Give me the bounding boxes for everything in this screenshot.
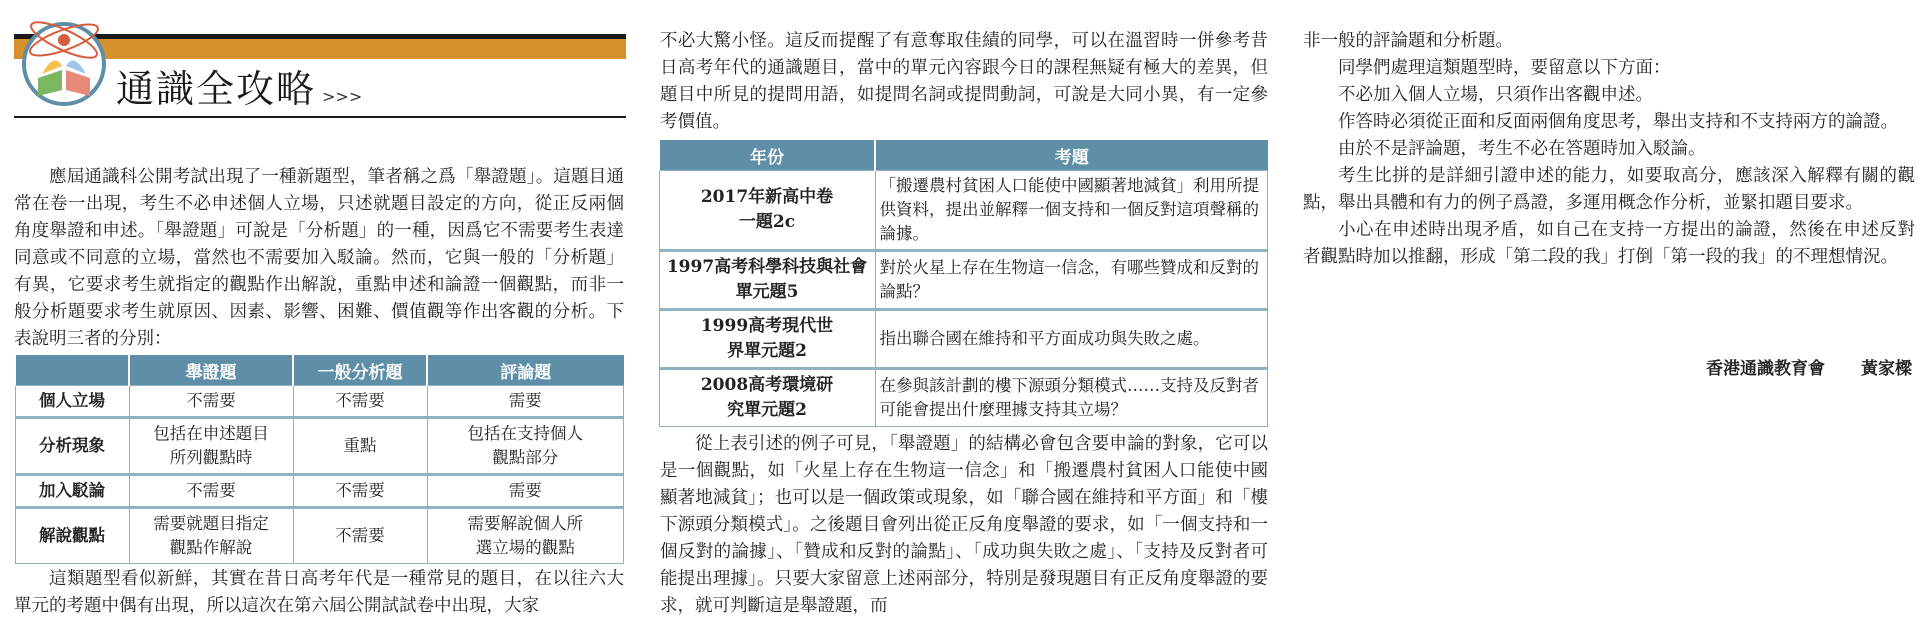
table-header-cell: 舉證題 [129, 355, 293, 386]
paragraph: 這類題型看似新鮮，其實在昔日高考年代是一種常見的題目，在以往六大單元的考題中偶有出現，所以這次在第六屆公開試試卷中出現，大家 [14, 569, 624, 616]
title-arrows: >>> [322, 87, 363, 106]
year-cell: 1999高考現代世界單元題2 [659, 310, 875, 369]
paragraph: 非一般的評論題和分析題。 [1303, 31, 1513, 51]
table-header-row [659, 140, 1268, 171]
byline [1706, 354, 1912, 379]
question-cell: 指出聯合國在維持和平方面成功與失敗之處。 [875, 310, 1268, 369]
paragraph: 小心在申述時出現矛盾，如自己在支持一方提出的論證，然後在申述反對者觀點時加以推翻，形成「第二段的我」打倒「第一段的我」的不理想情況。 [1303, 220, 1915, 267]
table-header-cell: 一般分析題 [293, 355, 427, 386]
year-cell: 2008高考環境研究單元題2 [659, 369, 875, 427]
table-header-cell: 評論題 [427, 355, 624, 386]
column-title-text: 通識全攻略 [116, 67, 317, 111]
table-cell: 需要 [427, 475, 624, 508]
table-cell: 不需要 [293, 475, 427, 508]
table-row [15, 386, 624, 418]
year-cell: 2017年新高中卷一題2c [659, 171, 875, 251]
table-header-cell: 考題 [875, 140, 1268, 171]
column-title [116, 58, 362, 113]
table-header-cell [15, 355, 129, 386]
table-cell: 不需要 [293, 386, 427, 418]
table-cell: 需要 [427, 386, 624, 418]
paragraph: 由於不是評論題，考生不必在答題時加入駁論。 [1338, 139, 1706, 159]
column-1 [14, 164, 624, 353]
byline-organization: 香港通識教育會 [1706, 359, 1825, 379]
table-header-row [15, 355, 624, 386]
byline-author: 黃家樑 [1861, 359, 1912, 379]
table-row [15, 508, 624, 564]
science-book-logo-icon [16, 8, 116, 108]
row-header: 加入駁論 [15, 475, 129, 508]
table-cell: 不需要 [129, 475, 293, 508]
exam-questions-table [658, 140, 1268, 427]
column-2-continued [660, 431, 1268, 620]
question-cell: 「搬遷農村貧困人口能使中國顯著地減貧」利用所提供資料，提出並解釋一個支持和一個反對這項聲稱的論據。 [875, 171, 1268, 251]
row-header: 個人立場 [15, 386, 129, 418]
row-header: 解說觀點 [15, 508, 129, 564]
question-cell: 在參與該計劃的樓下源頭分類模式……支持及反對者可能會提出什麼理據支持其立場？ [875, 369, 1268, 427]
table-row [659, 369, 1268, 427]
table-header-cell: 年份 [659, 140, 875, 171]
table-cell: 包括在申述題目所列觀點時 [129, 418, 293, 475]
table-row [15, 418, 624, 475]
paragraph: 同學們處理這類題型時，要留意以下方面： [1338, 58, 1671, 78]
paragraph: 從上表引述的例子可見，「舉證題」的結構必會包含要申論的對象，它可以是一個觀點，如「火星上存在生物這一信念」和「搬遷農村貧困人口能使中國顯著地減貧」；也可以是一個政策或現象，如「聯合國在維持和平方面」和「樓下源頭分類模式」。之後題目會列出從正反角度舉證的要求，如「一個支持和一個反對的論據」、「贊成和反對的論點」、「成功與失敗之處」、「支持及反對者可能提出理據」。只要大家留意上述兩部分，特別是發現題目有正反角度舉證的要求，就可判斷這是舉證題，而 [660, 434, 1268, 616]
table-cell: 不需要 [129, 386, 293, 418]
intro-paragraph: 應屆通識科公開考試出現了一種新題型，筆者稱之爲「舉證題」。這題目通常在卷一出現，考生不必申述個人立場，只述就題目設定的方向，從正反兩個角度舉證和申述。「舉證題」可說是「分析題」的一種，因爲它不需要考生表達同意或不同意的立場，當然也不需要加入駁論。然而，它與一般的「分析題」有異，它要求考生就指定的觀點作出解說，重點申述和論證一個觀點，而非一般分析題要求考生就原因、因素、影響、困難、價值觀等作出客觀的分析。下表說明三者的分別： [14, 167, 624, 349]
table-cell: 需要就題目指定觀點作解說 [129, 508, 293, 564]
comparison-table [14, 355, 624, 564]
column-2 [660, 28, 1268, 136]
column-3 [1303, 28, 1915, 271]
header-rule [14, 116, 626, 118]
table-cell: 重點 [293, 418, 427, 475]
row-header: 分析現象 [15, 418, 129, 475]
table-cell: 包括在支持個人觀點部分 [427, 418, 624, 475]
question-cell: 對於火星上存在生物這一信念，有哪些贊成和反對的論點？ [875, 251, 1268, 310]
table-row [659, 310, 1268, 369]
table-cell: 不需要 [293, 508, 427, 564]
paragraph: 考生比拼的是詳細引證申述的能力，如要取高分，應該深入解釋有關的觀點，舉出具體和有力的例子爲證，多運用概念作分析，並緊扣題目要求。 [1303, 166, 1915, 213]
table-row [659, 251, 1268, 310]
table-row [15, 475, 624, 508]
year-cell: 1997高考科學科技與社會單元題5 [659, 251, 875, 310]
paragraph: 不必加入個人立場，只須作出客觀申述。 [1338, 85, 1653, 105]
column-1-continued [14, 566, 624, 620]
table-row [659, 171, 1268, 251]
table-cell: 需要解說個人所選立場的觀點 [427, 508, 624, 564]
paragraph: 不必大驚小怪。這反而提醒了有意奪取佳績的同學，可以在溫習時一併參考昔日高考年代的通識題目，當中的單元內容跟今日的課程無疑有極大的差異，但題目中所見的提問用語，如提問名詞或提問動詞，可說是大同小異，有一定參考價值。 [660, 31, 1268, 132]
paragraph: 作答時必須從正面和反面兩個角度思考，舉出支持和不支持兩方的論證。 [1338, 112, 1898, 132]
